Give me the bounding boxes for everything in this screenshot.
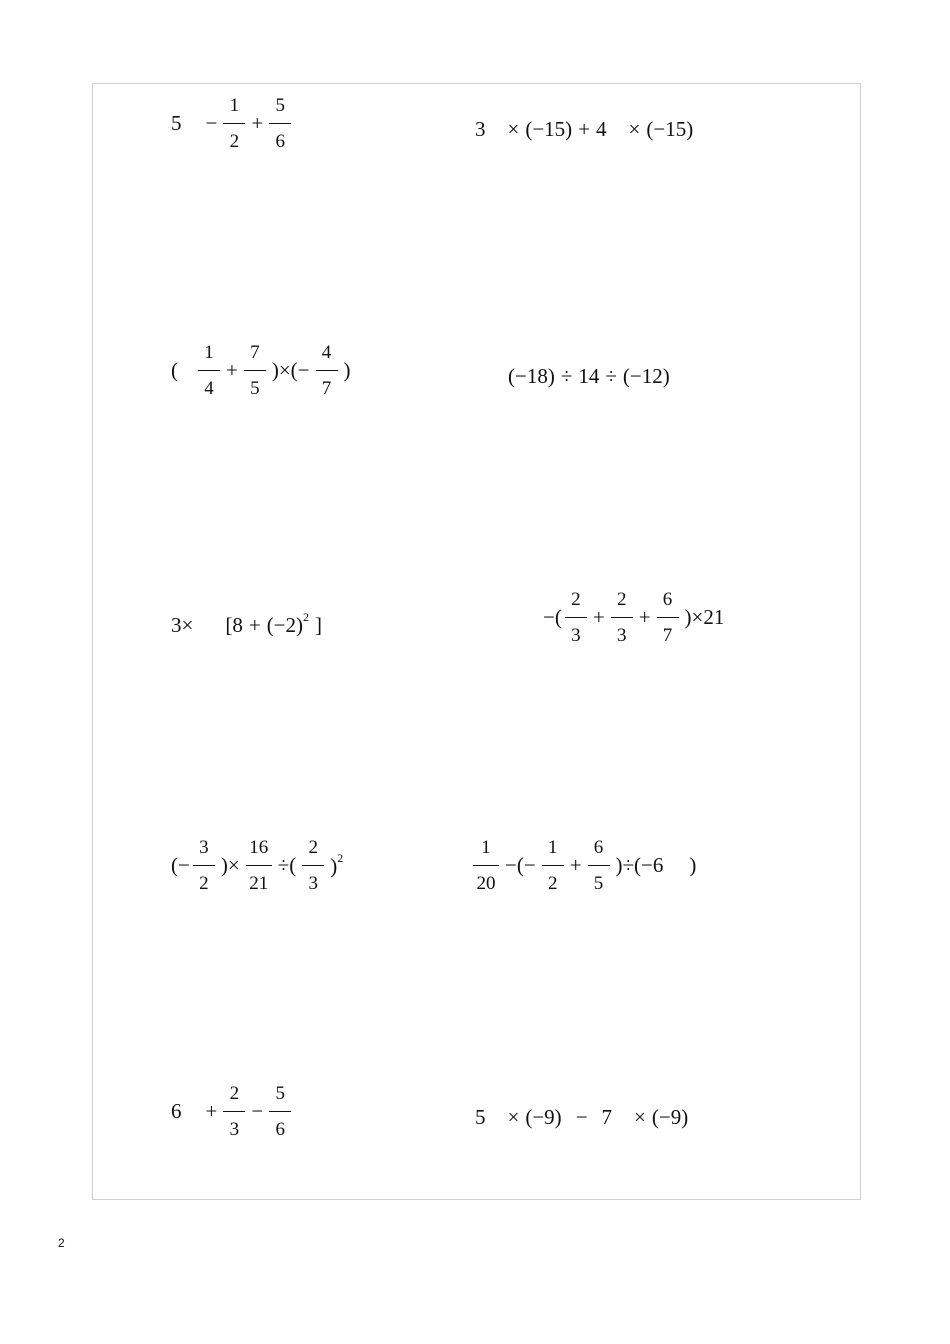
factor: 4 <box>596 117 607 141</box>
denominator: 2 <box>229 131 240 152</box>
close-paren: ) <box>689 853 697 877</box>
minus-sign: − <box>575 1105 588 1129</box>
operand: (−15) <box>646 117 694 141</box>
factor: 5 <box>475 1105 486 1129</box>
operator-text: ÷( <box>277 853 297 877</box>
problem-2 <box>472 119 696 140</box>
denominator: 3 <box>229 1119 240 1140</box>
close-paren: ) <box>343 358 351 382</box>
problem-6 <box>540 590 727 645</box>
problem-3 <box>168 343 354 398</box>
operand: (−15) <box>525 117 573 141</box>
open-paren: ( <box>171 358 178 382</box>
exponent: 2 <box>303 610 310 624</box>
numerator: 2 <box>616 589 627 610</box>
fraction-bar <box>565 617 587 618</box>
worksheet-frame <box>92 83 861 1200</box>
numerator: 3 <box>199 837 209 858</box>
denominator: 2 <box>547 873 558 894</box>
denominator: 3 <box>571 625 581 646</box>
fraction-bar <box>588 865 610 866</box>
plus-sign: + <box>592 605 605 629</box>
fraction-bar <box>269 1111 291 1112</box>
fraction-bar <box>542 865 564 866</box>
plus-sign: + <box>578 117 591 141</box>
denominator: 3 <box>308 873 318 894</box>
numerator: 6 <box>662 589 673 610</box>
fraction-bar <box>316 370 338 371</box>
power-close <box>327 850 346 878</box>
plus-sign: + <box>638 605 651 629</box>
exponent: 2 <box>337 850 344 865</box>
fraction <box>473 838 499 893</box>
operator-text: )×21 <box>684 605 725 629</box>
fraction-bar <box>473 865 499 866</box>
denominator: 2 <box>199 873 209 894</box>
problem-1 <box>168 96 294 151</box>
whole-number: 5 <box>171 111 182 135</box>
denominator: 5 <box>593 873 604 894</box>
operand: (−18) <box>508 364 555 388</box>
fraction <box>542 838 564 893</box>
numerator: 6 <box>593 837 604 858</box>
plus-sign: + <box>251 111 264 135</box>
bracket-close: ] <box>315 612 323 637</box>
operand: (−12) <box>622 364 670 388</box>
fraction-bar <box>193 865 215 866</box>
power-base <box>264 610 312 637</box>
plus-sign: + <box>569 853 582 877</box>
numerator: 2 <box>571 589 581 610</box>
denominator: 20 <box>476 873 496 894</box>
denominator: 21 <box>249 873 269 894</box>
operator-text: (− <box>171 853 190 877</box>
factor: 3 <box>475 117 486 141</box>
fraction <box>302 838 324 893</box>
operator-text: −(− <box>505 853 536 877</box>
problem-5 <box>168 610 325 637</box>
numerator: 16 <box>249 837 269 858</box>
fraction <box>611 590 633 645</box>
fraction-bar <box>611 617 633 618</box>
times-sign: × <box>634 1105 646 1129</box>
numerator: 7 <box>250 342 260 363</box>
minus-sign: − <box>251 1099 264 1123</box>
numerator: 5 <box>275 95 285 116</box>
fraction <box>269 96 291 151</box>
denominator: 6 <box>275 131 285 152</box>
fraction <box>198 343 220 398</box>
operator-text: )× <box>220 853 240 877</box>
denominator: 7 <box>662 625 673 646</box>
numerator: 1 <box>229 95 240 116</box>
fraction <box>657 590 679 645</box>
numerator: 5 <box>275 1083 285 1104</box>
divide-sign: ÷ <box>605 364 617 388</box>
fraction-bar <box>657 617 679 618</box>
numerator: 2 <box>308 837 318 858</box>
denominator: 7 <box>321 378 332 399</box>
problem-7 <box>168 838 346 893</box>
fraction <box>316 343 338 398</box>
factor: 7 <box>601 1105 613 1129</box>
fraction-bar <box>223 123 245 124</box>
times-sign: × <box>507 117 520 141</box>
operator-text: )×(− <box>271 358 310 382</box>
plus-sign: + <box>226 358 238 382</box>
fraction-bar <box>302 865 324 866</box>
fraction <box>244 343 266 398</box>
denominator: 4 <box>204 378 214 399</box>
problem-4 <box>505 366 673 387</box>
plus-sign: + <box>248 612 261 637</box>
operand: (−9) <box>651 1105 689 1129</box>
times-sign: × <box>507 1105 520 1129</box>
minus-sign: − <box>205 111 218 135</box>
bracket-open: [8 <box>225 612 243 637</box>
operand: 14 <box>578 364 600 388</box>
times-sign: × <box>628 117 641 141</box>
page-number: 2 <box>58 1236 65 1250</box>
numerator: 1 <box>547 837 558 858</box>
denominator: 6 <box>275 1119 285 1140</box>
problem-8 <box>470 838 699 893</box>
operator-text: )÷(−6 <box>615 853 664 877</box>
fraction <box>565 590 587 645</box>
fraction-bar <box>223 1111 245 1112</box>
numerator: 1 <box>204 342 214 363</box>
numerator: 2 <box>229 1083 240 1104</box>
leading-factor: 3× <box>171 612 194 637</box>
fraction <box>246 838 272 893</box>
fraction-bar <box>269 123 291 124</box>
denominator: 3 <box>616 625 627 646</box>
plus-sign: + <box>205 1099 218 1123</box>
whole-number: 6 <box>171 1099 182 1123</box>
numerator: 4 <box>321 342 332 363</box>
problem-10 <box>472 1107 691 1128</box>
problem-9 <box>168 1084 294 1139</box>
base: (−2) <box>266 613 304 637</box>
fraction <box>193 838 215 893</box>
fraction-bar <box>244 370 266 371</box>
fraction <box>588 838 610 893</box>
fraction-bar <box>246 865 272 866</box>
operator-text: −( <box>543 605 562 629</box>
denominator: 5 <box>250 378 260 399</box>
fraction-bar <box>198 370 220 371</box>
operand: (−9) <box>525 1105 562 1129</box>
fraction <box>223 1084 245 1139</box>
fraction <box>223 96 245 151</box>
close-paren: ) <box>330 853 338 878</box>
numerator: 1 <box>481 837 491 858</box>
divide-sign: ÷ <box>560 364 573 388</box>
fraction <box>269 1084 291 1139</box>
